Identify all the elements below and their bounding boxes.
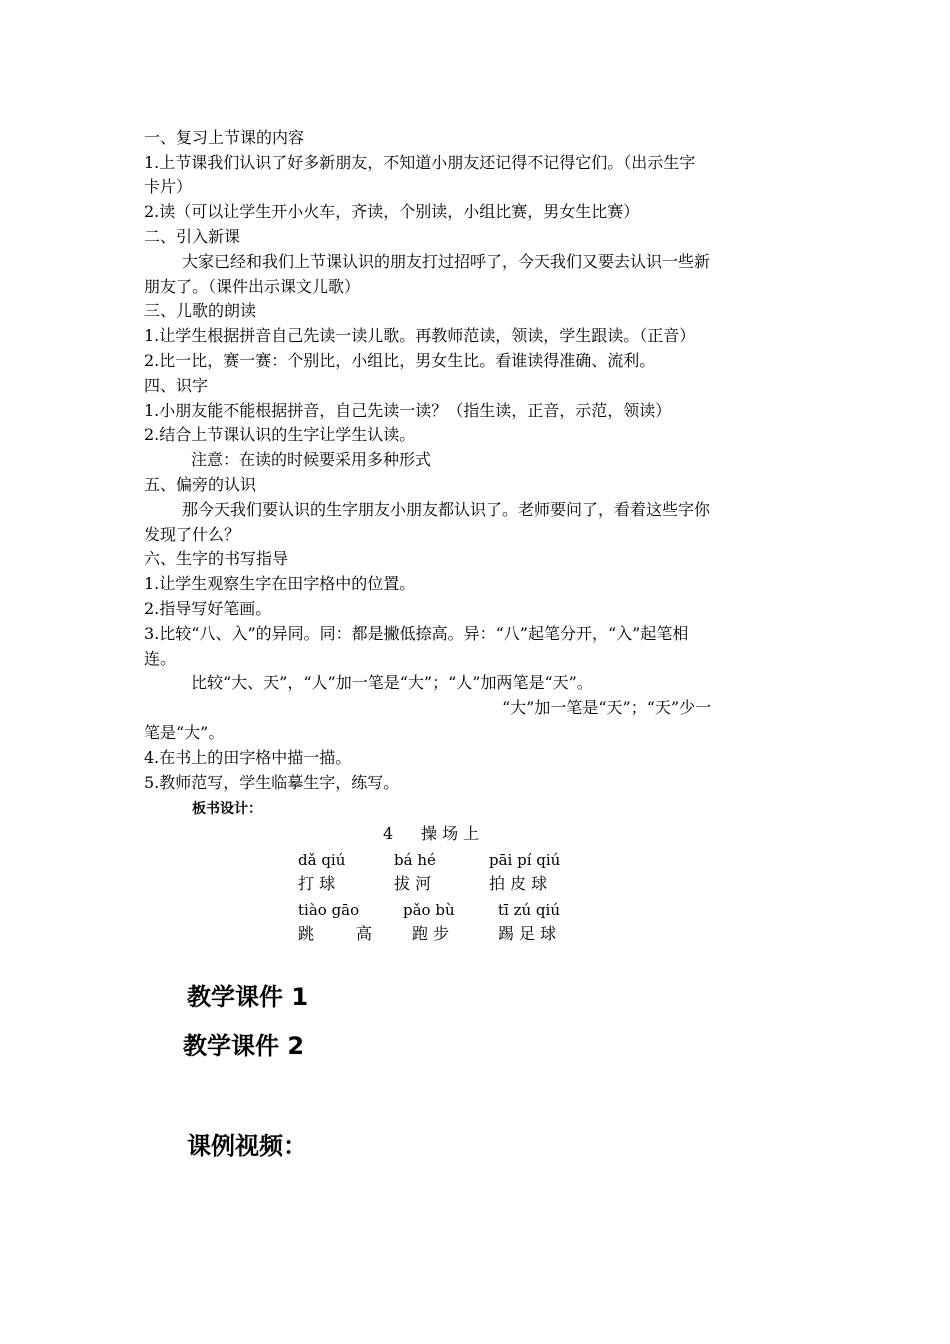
- lesson-line: 2.读（可以让学生开小火车，齐读，个别读，小组比赛，男女生比赛）: [144, 202, 640, 221]
- pinyin-text: tī zú qiú: [498, 901, 560, 919]
- lesson-line: 2.比一比，赛一赛：个别比，小组比，男女生比。看谁读得准确、流利。: [144, 351, 656, 370]
- section-heading-radicals: 五、偏旁的认识: [144, 475, 257, 494]
- lesson-line: 卡片）: [144, 177, 193, 196]
- lesson-video-link[interactable]: 课例视频：: [187, 1132, 307, 1160]
- lesson-line: 1.让学生观察生字在田字格中的位置。: [144, 574, 416, 593]
- section-heading-literacy: 四、识字: [144, 376, 209, 395]
- lesson-line: 3.比较“八、入”的异同。同：都是撇低捺高。异：“八”起笔分开，“入”起笔相: [144, 624, 689, 643]
- section-heading-review: 一、复习上节课的内容: [144, 128, 305, 147]
- lesson-line: “大”加一笔是“天”；“天”少一: [502, 698, 712, 717]
- pinyin-text: pāi pí qiú: [489, 851, 561, 869]
- lesson-line: 2.指导写好笔画。: [144, 599, 272, 618]
- character-text: 高: [356, 924, 373, 943]
- character-text: 拔 河: [394, 874, 432, 893]
- board-title-number: 4: [383, 824, 394, 843]
- lesson-line: 连。: [144, 649, 177, 668]
- lesson-line: 2.结合上节课认识的生字让学生认读。: [144, 425, 416, 444]
- lesson-line: 5.教师范写，学生临摹生字，练写。: [144, 773, 400, 792]
- lesson-line: 4.在书上的田字格中描一描。: [144, 748, 352, 767]
- character-text: 打 球: [298, 874, 336, 893]
- lesson-note: 注意：在读的时候要采用多种形式: [191, 450, 432, 469]
- lesson-line: 1.让学生根据拼音自己先读一读儿歌。再教师范读，领读，学生跟读。（正音）: [144, 326, 696, 345]
- board-title: 操 场 上: [421, 824, 480, 843]
- pinyin-text: tiào gāo: [298, 901, 360, 919]
- lesson-line: 朋友了。（课件出示课文儿歌）: [144, 277, 361, 296]
- section-heading-intro: 二、引入新课: [144, 227, 241, 246]
- character-text: 跑 步: [412, 924, 450, 943]
- lesson-line: 1.上节课我们认识了好多新朋友，不知道小朋友还记得不记得它们。（出示生字: [144, 153, 696, 172]
- board-design-label: 板书设计：: [192, 801, 262, 817]
- section-heading-writing: 六、生字的书写指导: [144, 549, 289, 568]
- lesson-line: 发现了什么？: [144, 525, 241, 544]
- lesson-line: 大家已经和我们上节课认识的朋友打过招呼了，今天我们又要去认识一些新: [182, 252, 711, 271]
- courseware-2-link[interactable]: 教学课件 2: [183, 1032, 305, 1060]
- pinyin-text: dǎ qiú: [298, 851, 346, 869]
- section-heading-reading: 三、儿歌的朗读: [144, 301, 257, 320]
- lesson-line: 那今天我们要认识的生字朋友小朋友都认识了。老师要问了，看着这些字你: [182, 500, 711, 519]
- character-text: 拍 皮 球: [489, 874, 548, 893]
- lesson-line: 1.小朋友能不能根据拼音，自己先读一读？（指生读，正音，示范，领读）: [144, 401, 672, 420]
- lesson-line: 笔是“大”。: [144, 723, 225, 742]
- pinyin-text: bá hé: [394, 851, 436, 869]
- pinyin-text: pǎo bù: [403, 901, 455, 919]
- character-text: 踢 足 球: [498, 924, 557, 943]
- character-text: 跳: [298, 924, 315, 943]
- courseware-1-link[interactable]: 教学课件 1: [187, 983, 309, 1011]
- lesson-line: 比较“大、天”，“人”加一笔是“大”；“人”加两笔是“天”。: [191, 673, 593, 692]
